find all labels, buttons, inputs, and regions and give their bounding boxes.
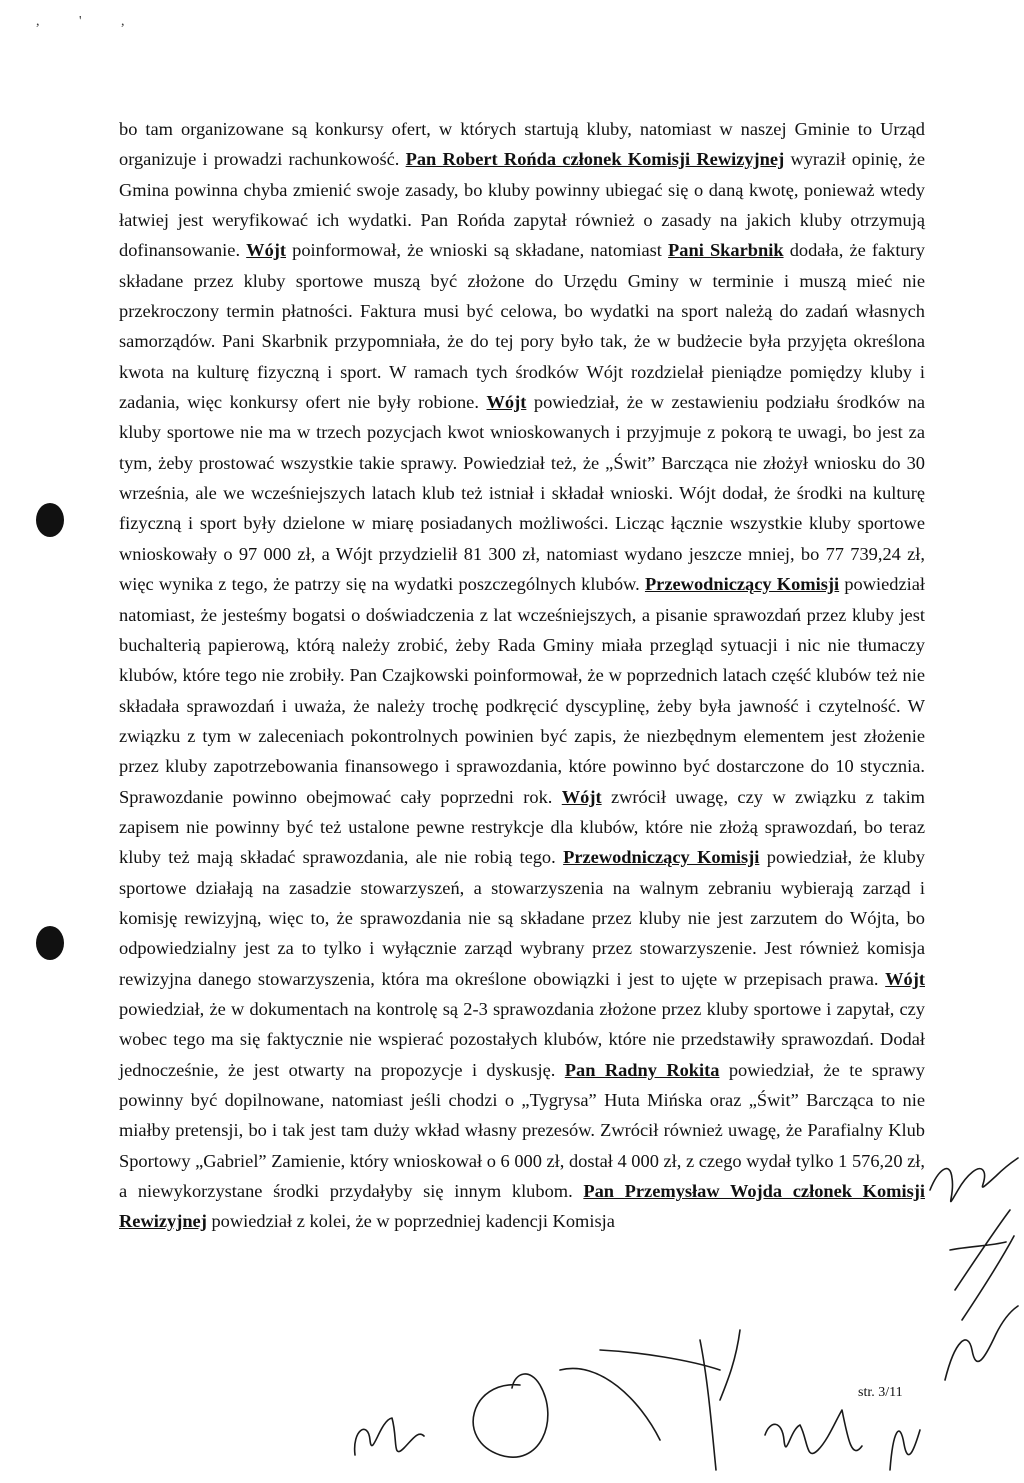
signature-right-lower	[945, 1306, 1018, 1380]
scan-marks: , ' ,	[36, 14, 143, 29]
text-run: poinformował, że wnioski są składane, natomiast	[286, 240, 669, 261]
minutes-paragraph	[119, 114, 925, 1237]
speaker-skarbnik: Pani Skarbnik	[668, 240, 784, 261]
minutes-text	[119, 114, 925, 1237]
signature-loop	[473, 1350, 720, 1457]
signature-bottom-right	[890, 1430, 920, 1470]
speaker-radny-rokita: Pan Radny Rokita	[564, 1059, 720, 1080]
signature-bottom-left	[355, 1418, 424, 1455]
text-run: wyraził opinię, że Gmina powinna chyba zmienić swoje zasady, bo kluby powinny ubiegać się o daną kwotę, ponieważ wtedy łatwiej jest weryfikować ich wydatki. Pan Rońda zapytał również o zasady na jakich kluby otrzymują dofinansowanie.	[119, 149, 925, 261]
signature-bottom-center	[765, 1410, 862, 1453]
speaker-robert-ronda: Pan Robert Rońda członek Komisji Rewizyjnej	[405, 149, 785, 170]
speaker-przewodniczacy: Przewodniczący Komisji	[563, 847, 760, 868]
text-run: powiedział, że te sprawy powinny być dopilnowane, natomiast jeśli chodzi o „Tygrysa” Huta Mińska oraz „Świt” Barcząca to nie miałby pretensji, bo i tak jest tam duży wkład własny prezesów. Zwrócił również uwagę, że Parafialny Klub Sportowy „Gabriel” Zamienie, który wnioskował o 6 000 zł, dostał 4 000 zł, z czego wydał tylko 1 576,20 zł, a niewykorzystane środki przydałyby się innym klubom.	[119, 1059, 925, 1202]
punch-hole-upper	[36, 503, 64, 537]
signature-right-top	[930, 1158, 1018, 1202]
speaker-wojt: Wójt	[885, 968, 925, 989]
signature-vertical	[700, 1330, 740, 1470]
punch-hole-lower	[36, 926, 64, 960]
text-run: bo tam organizowane są konkursy ofert, w których startują kluby, natomiast w naszej Gminie to Urząd organizuje i prowadzi rachunkowość.	[119, 119, 925, 170]
speaker-wojt: Wójt	[246, 240, 287, 261]
speaker-przemyslaw-wojda: Pan Przemysław Wojda członek Komisji Rewizyjnej	[119, 1181, 925, 1232]
text-run: zwrócił uwagę, czy w związku z takim zapisem nie powinny być też ustalone pewne restrykcje dla klubów, które nie złożą sprawozdań, bo teraz kluby też mają składać sprawozdania, ale nie robią tego.	[119, 786, 925, 868]
page-number: str. 3/11	[858, 1385, 903, 1400]
text-run: powiedział, że kluby sportowe działają na zasadzie stowarzyszeń, a stowarzyszenia na walnym zebraniu wybierają zarząd i komisję rewizyjną, więc to, że sprawozdania nie są składane przez kluby nie jest zarzutem do Wójta, bo odpowiedzialny jest za to tylko i wyłącznie zarząd wybrany przez stowarzyszenie. Jest również komisja rewizyjna danego stowarzyszenia, która ma określone obowiązki i jest to ujęte w przepisach prawa.	[119, 847, 925, 989]
speaker-wojt: Wójt	[561, 786, 602, 807]
text-run: powiedział, że w dokumentach na kontrolę są 2-3 sprawozdania złożone przez kluby sportowe i zapytał, czy wobec tego ma się faktycznie nie wspierać pozostałych klubów, które nie przedstawiły sprawozdań. Dodał jednocześnie, że jest otwarty na propozycje i dyskusję.	[119, 998, 925, 1080]
speaker-wojt: Wójt	[486, 392, 527, 413]
text-run: dodała, że faktury składane przez kluby sportowe muszą być złożone do Urzędu Gminy w terminie i muszą mieć nie przekroczony termin płatności. Faktura musi być celowa, bo wydatki na sport należą do zadań własnych samorządów. Pani Skarbnik przypomniała, że do tej pory było tak, że w budżecie była przyjęta określona kwota na kulturę fizyczną i sport. W ramach tych środków Wójt rozdzielał pieniądze pomiędzy kluby i zadania, więc konkursy ofert nie były robione.	[119, 240, 925, 413]
text-run: powiedział natomiast, że jesteśmy bogatsi o doświadczenia z lat wcześniejszych, a pisanie sprawozdań przez kluby jest buchalterią papierową, którą należy zrobić, żeby Rada Gminy miała przegląd sytuacji i nic nie tłumaczy klubów, które tego nie zrobiły. Pan Czajkowski poinformował, że w poprzednich latach część klubów też nie składała sprawozdań i uważa, że należy trochę podkręcić dyscyplinę, żeby była jawność i czytelność. W związku z tym w zaleceniach pokontrolnych powinien być zapis, że niezbędnym elementem jest złożenie przez kluby zapotrzebowania finansowego i sprawozdania, które powinno być dostarczone do 10 stycznia. Sprawozdanie powinno obejmować cały poprzedni rok.	[119, 574, 926, 807]
text-run: powiedział z kolei, że w poprzedniej kadencji Komisja	[206, 1211, 615, 1232]
speaker-przewodniczacy: Przewodniczący Komisji	[644, 574, 840, 595]
signature-right-mid	[950, 1210, 1014, 1320]
text-run: powiedział, że w zestawieniu podziału środków na kluby sportowe nie ma w trzech pozycjach kwot wnioskowanych i przyjmuje z pokorą te uwagi, bo jest za tym, żeby prostować wszystkie takie sprawy. Powiedział też, że „Świt” Barcząca nie złożył wniosku do 30 września, ale we wcześniejszych latach klub też istniał i składał wnioski. Wójt dodał, że środki na kulturę fizyczną i sport były dzielone w miarę posiadanych możliwości. Licząc łącznie wszystkie kluby sportowe wnioskowały o 97 000 zł, a Wójt przydzielił 81 300 zł, natomiast wydano jeszcze mniej, bo 77 739,24 zł, więc wynika z tego, że patrzy się na wydatki poszczególnych klubów.	[119, 392, 925, 595]
